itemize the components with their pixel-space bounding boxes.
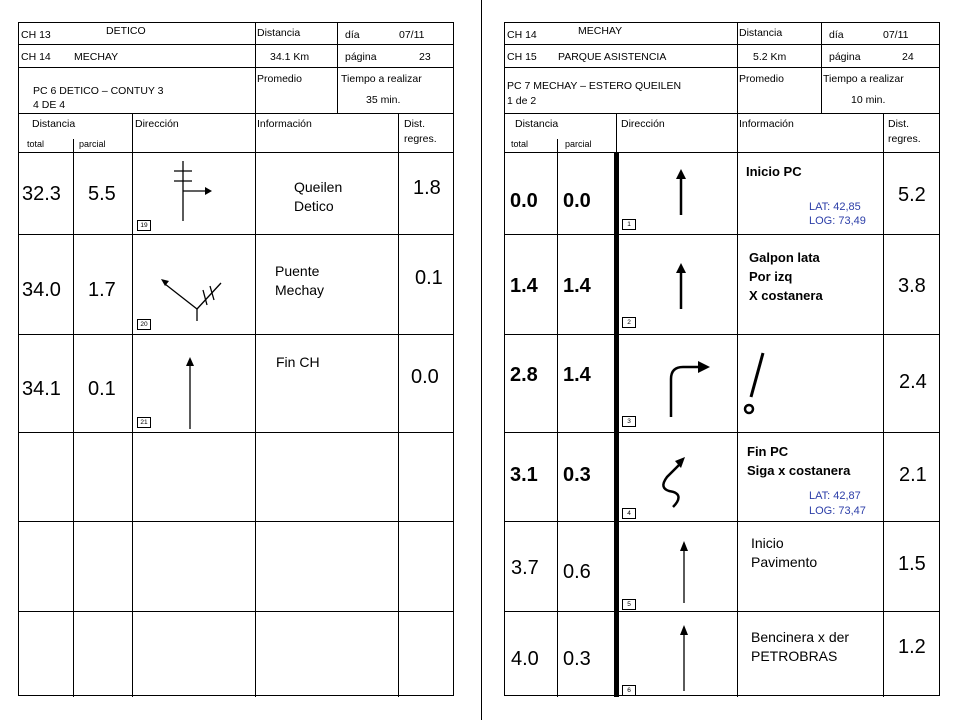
row-parcial: 0.0	[563, 190, 591, 212]
dia-value: 07/11	[399, 29, 425, 41]
row-number-badge: 2	[622, 317, 636, 328]
row-info: Bencinera x der PETROBRAS	[751, 629, 850, 664]
dia-label: día	[345, 29, 360, 41]
col-total: total	[511, 139, 529, 149]
straight-arrow-icon	[185, 357, 195, 429]
straight-arrow-icon	[676, 169, 686, 215]
col-informacion: Información	[257, 118, 312, 130]
col-parcial: parcial	[565, 139, 592, 149]
row-parcial: 0.6	[563, 561, 591, 583]
col-distancia: Distancia	[515, 118, 559, 130]
row-dist-regres: 2.4	[899, 371, 927, 393]
row-parcial: 1.7	[88, 279, 116, 301]
caution-exclamation-icon	[743, 351, 773, 415]
pagina-value: 24	[902, 51, 914, 63]
row-parcial: 0.3	[563, 648, 591, 670]
row-number-badge: 21	[137, 417, 151, 428]
right-roadbook-page	[504, 22, 940, 696]
page-divider	[481, 0, 482, 720]
row-number-badge: 19	[137, 220, 151, 231]
distancia-value: 5.2 Km	[753, 51, 787, 63]
row-number-badge: 20	[137, 319, 151, 330]
row-number-badge: 5	[622, 599, 636, 610]
promedio-label: Promedio	[739, 73, 784, 85]
ch-from-label: CH 13	[21, 29, 51, 41]
row-dist-regres: 5.2	[898, 184, 926, 206]
col-direccion: Dirección	[621, 118, 665, 130]
ch-to-label: CH 15	[507, 51, 537, 63]
col-informacion: Información	[739, 118, 794, 130]
row-total: 32.3	[22, 183, 61, 205]
row-longitude: LOG: 73,49	[809, 215, 866, 227]
row-dist-regres: 1.2	[898, 636, 926, 658]
row-total: 3.1	[510, 464, 538, 486]
straight-arrow-icon	[676, 263, 686, 309]
row-info: Queilen Detico	[294, 179, 343, 214]
row-dist-regres: 1.5	[898, 553, 926, 575]
left-roadbook-page	[18, 22, 454, 696]
distancia-label: Distancia	[257, 27, 301, 39]
tiempo-value: 35 min.	[366, 94, 401, 106]
col-parcial: parcial	[79, 139, 106, 149]
row-number-badge: 4	[622, 508, 636, 519]
right-curve-arrow-icon	[665, 359, 713, 417]
row-dist-regres: 2.1	[899, 464, 927, 486]
row-number-badge: 6	[622, 685, 636, 696]
ch-from-name: DETICO	[106, 25, 146, 37]
row-parcial: 0.3	[563, 464, 591, 486]
winding-road-arrow-icon	[659, 455, 689, 509]
col-distancia: Distancia	[32, 118, 76, 130]
row-total: 34.0	[22, 279, 61, 301]
ch-to-label: CH 14	[21, 51, 51, 63]
ch-to-name: MECHAY	[74, 51, 119, 63]
section-title-line1: PC 7 MECHAY – ESTERO QUEILEN	[507, 80, 682, 92]
row-dist-regres: 3.8	[898, 275, 926, 297]
straight-arrow-icon	[679, 625, 689, 691]
dia-value: 07/11	[883, 29, 909, 41]
ch-from-name: MECHAY	[578, 25, 623, 37]
row-parcial: 5.5	[88, 183, 116, 205]
row-latitude: LAT: 42,87	[809, 490, 861, 502]
row-parcial: 1.4	[563, 364, 591, 386]
row-info: Galpon lata Por izq X costanera	[749, 250, 823, 303]
dia-label: día	[829, 29, 844, 41]
tiempo-label: Tiempo a realizar	[341, 73, 422, 85]
row-total: 0.0	[510, 190, 538, 212]
row-dist-regres: 1.8	[413, 177, 441, 199]
pagina-label: página	[345, 51, 377, 63]
row-info: Fin PC Siga x costanera	[747, 444, 851, 478]
straight-arrow-icon	[679, 541, 689, 603]
row-info: Inicio Pavimento	[751, 535, 818, 570]
col-dist-regres-2: regres.	[888, 133, 921, 145]
tiempo-label: Tiempo a realizar	[823, 73, 904, 85]
route-tulip-bar	[614, 152, 619, 697]
col-dist-regres-2: regres.	[404, 133, 437, 145]
pagina-label: página	[829, 51, 861, 63]
cross-street-right-turn-icon	[169, 161, 229, 221]
row-dist-regres: 0.0	[411, 366, 439, 388]
row-parcial: 1.4	[563, 275, 591, 297]
row-dist-regres: 0.1	[415, 267, 443, 289]
distancia-label: Distancia	[739, 27, 783, 39]
row-total: 3.7	[511, 557, 539, 579]
row-parcial: 0.1	[88, 378, 116, 400]
row-info: Inicio PC	[746, 164, 802, 179]
row-longitude: LOG: 73,47	[809, 505, 866, 517]
row-info: Fin CH	[276, 354, 320, 370]
section-title-line2: 1 de 2	[507, 95, 537, 107]
row-info: Puente Mechay	[275, 263, 325, 298]
row-total: 2.8	[510, 364, 538, 386]
distancia-value: 34.1 Km	[270, 51, 310, 63]
row-number-badge: 1	[622, 219, 636, 230]
col-dist-regres-1: Dist.	[404, 118, 425, 130]
section-title-line1: PC 6 DETICO – CONTUY 3	[33, 85, 164, 97]
col-direccion: Dirección	[135, 118, 179, 130]
row-total: 34.1	[22, 378, 61, 400]
col-dist-regres-1: Dist.	[888, 118, 909, 130]
section-title-line2: 4 DE 4	[33, 99, 66, 111]
row-number-badge: 3	[622, 416, 636, 427]
col-total: total	[27, 139, 45, 149]
ch-to-name: PARQUE ASISTENCIA	[558, 51, 667, 63]
row-latitude: LAT: 42,85	[809, 201, 861, 213]
fork-bridge-icon	[157, 267, 227, 327]
pagina-value: 23	[419, 51, 431, 63]
row-total: 1.4	[510, 275, 538, 297]
ch-from-label: CH 14	[507, 29, 537, 41]
tiempo-value: 10 min.	[851, 94, 886, 106]
promedio-label: Promedio	[257, 73, 302, 85]
row-total: 4.0	[511, 648, 539, 670]
